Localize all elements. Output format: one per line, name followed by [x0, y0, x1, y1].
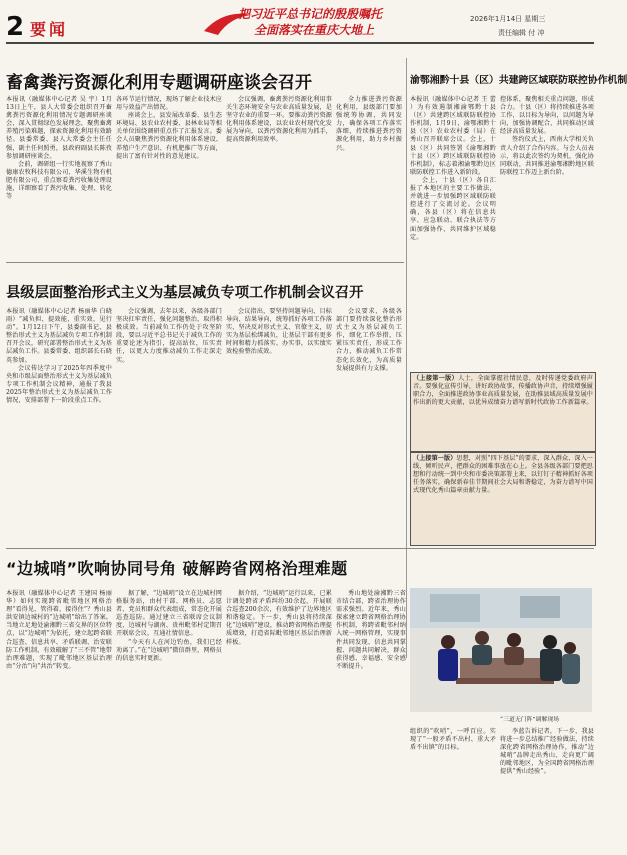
- article4-col5-p1: 组织的“吹哨”，一呼百应。实现了“一般矛盾不出村、重大矛盾不出镇”的目标。: [410, 728, 496, 752]
- mediation-photo-image: [410, 588, 592, 712]
- article1-col3-p1: 会议强调，畜禽粪污资源化利用事关生态环境安全与农业高质量发展，是坚守农业的重要一环。要推动粪污资源化利用体系建设，以农业农村现代化发展为导向，以粪污资源化利用为抓手，提高资源利用效率。: [226, 96, 332, 144]
- slogan-banner: [238, 5, 383, 41]
- article1-col1-p2: 会前，调研组一行实地视察了秀山德康农牧科技有限公司、华溪生物有机肥有限公司，重点察看粪污收集处理设施，详细察看了粪污收集、处理、转化等: [6, 160, 112, 201]
- article4-col1: [6, 590, 112, 848]
- article3-col1-p2: 会议传达学习了2025年四季度中央和市级层面整治形式主义为基层减负专项工作机制会议精神，通报了我县2025年整治形式主义为基层减负工作情况，安排部署下一阶段重点工作。: [6, 364, 112, 405]
- continued-box-1: [410, 372, 596, 452]
- article3-col4-p1: 会议要求，各级各部门要持续深化整治形式主义为基层减负工作，细化工作举措，压紧压实责任，形成工作合力，推动减负工作常态化长效化，为高质量发展提供有力支撑。: [336, 308, 402, 372]
- article1-col2-p2: 座谈会上，县发展改革委、县生态环境局、县农业农村委、县林业局等相关单位围绕调研重点作了汇报发言。委会人员聚焦粪污资源化利用体系建设、养殖户生产意识、有机肥推广等方面，提出了富有针对性的意见建议。: [116, 112, 222, 160]
- issue-date: 2026年1月14日 星期三: [470, 15, 546, 23]
- article4-title: “边城哨”吹响协同号角 破解跨省网格治理难题: [6, 559, 348, 578]
- article1-col4: [336, 96, 402, 256]
- article4-col5b: [500, 728, 594, 848]
- continued-box-1-lead: （上接第一版）: [413, 375, 459, 382]
- article4-col5a: [410, 728, 496, 848]
- mediation-photo: [410, 588, 592, 712]
- article1-col2-p1: 各环节运行情况，现场了解企业技术应用与效益产出情况。: [116, 96, 222, 112]
- photo-caption: “三道无门阵”调解现场: [500, 717, 560, 723]
- article1-title: 畜禽粪污资源化利用专题调研座谈会召开: [6, 73, 312, 93]
- article2-title: 渝鄂湘黔十县（区）共建跨区域联防联控协作机制: [410, 75, 627, 86]
- section-name: 要闻: [30, 20, 69, 39]
- article4-col2-p2: “今天有人在河边钓鱼，我们已经劝离了。”在“边城哨”微信群里，网格员的信息实时更新。: [116, 638, 222, 662]
- article1-rule: [6, 262, 404, 263]
- article3-rule: [6, 548, 594, 549]
- article3-col2: [116, 308, 222, 540]
- page-number: 2: [6, 12, 25, 42]
- article2-col2: [500, 96, 594, 366]
- article3-col4: [336, 308, 402, 540]
- article4-col1-p1: 本报讯（融媒体中心记者 王建国 杨丽华）如何实现跨省毗邻地区网格治理“看得见、管得着、接得住”？秀山县洪安镇边城村的“边城哨”给出了答案。当地立足地处渝湘黔三省交界的区位特点，以“边城哨”为依托，建立起跨省联合巡查、信息共享、矛盾联调、治安联防工作机制，有效破解了“三不管”地带治理难题，实现了毗邻地区基层治理由“分治”向“共治”转变。: [6, 590, 112, 670]
- continued-box-2-text: 思想，对照“四下基层”的要求，深入群众、深入一线，倾听民声，把群众的困难事放在心上。全县各级各部门要把思想和行动统一到中央和市委决策部署上来，以钉钉子精神抓好各项任务落实，确保新春佳节期间社会大局和谐稳定，为奋力谱写中国式现代化秀山篇章贡献力量。: [413, 455, 593, 495]
- article4-col3-p1: 据介绍，“边城哨”运行以来，已累计调处跨省矛盾纠纷30余起，开展联合巡查200余次，有效维护了边界地区和谐稳定。下一步，秀山县将持续深化“边城哨”建设，推动跨省网格治理提质增效，打造省际毗邻地区基层治理新样板。: [226, 590, 332, 646]
- masthead-rule: [6, 42, 594, 44]
- article1-col4-p1: 全力推进粪污资源化利用，县级部门要加强统筹协调，共同发力，确保各项工作落实落细，持续推进粪污资源化利用，助力乡村振兴。: [336, 96, 402, 152]
- column-divider-right: [406, 58, 407, 658]
- continued-box-2-lead: （上接第一版）: [413, 455, 457, 462]
- article3-col1-p1: 本报讯（融媒体中心记者 杨丽华 白晓雨）“减负担、提效能，重实效，见行动”。1月12日下午，县委副书记、县整治形式主义为基层减负专项工作机制召开会议，研究部署整治形式主义为基层减负工作。县委常委、组织部长石晓英参加。: [6, 308, 112, 364]
- article1-col1-p1: 本报讯（融媒体中心记者 吴 宇）1月13日上午，县人大常委会组织召开畜禽粪污资源化利用情况专题调研座谈会，深入贯彻绿色发展理念，聚焦畜禽养殖污染难题，探索资源化利用有效路径。县委常委、县人大常委会主任任强，副主任何照勇，县政府副县长陈孜参加调研座谈会。: [6, 96, 112, 160]
- editor-credit: 责任编辑 付 冲: [498, 29, 545, 37]
- article4-col4: [336, 590, 406, 848]
- article3-col3: [226, 308, 332, 540]
- article2-col2-p2: 签约仪式上，西南大学相关负责人介绍了合作内容。与会人员表示，将以此次签约为契机，强化协同联动，共同推进渝鄂湘黔地区联防联控工作迈上新台阶。: [500, 136, 594, 176]
- slogan-line-1: 把习近平总书记的殷殷嘱托: [238, 7, 383, 21]
- article1-col2: [116, 96, 222, 256]
- article4-col5-p2: 李蓝告诉记者，下一步，我县将进一步总结推广经验做法，持续深化跨省网格治理协作，推动“边城哨”品牌走出秀山、走向更广阔的毗邻地区，为全国跨省网格治理提供“秀山经验”。: [500, 728, 594, 776]
- article2-col1-p1: 本报讯（融媒体中心记者 王 蕾 ）为有效遏制湘渝鄂黔十县（区）共建跨区域联防联控协作机制，1月9日，渝鄂湘黔十县（区）农业农村委（局）在秀山召开联席会议。会上，十县（区）共同签署《渝鄂湘黔十县（区）跨区域联防联控协作机制》，标志着湘渝鄂黔边区联防联控工作进入新阶段。: [410, 96, 496, 176]
- article3-title: 县级层面整治形式主义为基层减负专项工作机制会议召开: [6, 285, 364, 301]
- slogan-line-2: 全面落实在重庆大地上: [254, 23, 375, 37]
- article4-col3: [226, 590, 332, 848]
- article3-col3-p1: 会议指出，要坚持问题导向、目标导向、结果导向，统筹抓好各项工作落实，坚决反对形式主义、官僚主义，切实为基层松绑减负，让基层干部有更多时间和精力抓落实、办实事，以实绩实效检验整治成效。: [226, 308, 332, 356]
- article2-col1-p2: 会上，十县（区）各自汇报了本地区的主要工作做法，并就进一步加强跨区域联防联控进行了交流讨论。会议明确，各县（区）将在信息共享、应急联动、联合执法等方面加强协作，共同维护区域稳定。: [410, 176, 496, 241]
- article4-col2: [116, 590, 222, 848]
- article3-col1: [6, 308, 112, 540]
- article1-col1: [6, 96, 112, 256]
- article2-col2-p1: 控体系，聚焦相关重点问题，形成合力。十县（区）将持续推进各项工作，以目标为导向，以问题为导向，加强协调配合，共同推动区域经济高质量发展。: [500, 96, 594, 136]
- article2-col1: [410, 96, 496, 366]
- article4-col2-p1: 据了解，“边城哨”设立在边城村网格服务站，由村干部、网格员、志愿者、党员和群众代表组成，常态化开展巡查巡防。通过建立三省联席会议制度，边城村与湖南、贵州毗邻村定期召开联席会议，互通社情信息。: [116, 590, 222, 638]
- article4-col4-p1: 秀山地处渝湘黔三省市结合部，跨省治理协作需求强烈。近年来，秀山探索建立跨省网格治理协作机制，将跨省毗邻村纳入统一网格管理，实现事件共同发现、信息共同掌握、问题共同解决，群众获得感、幸福感、安全感不断提升。: [336, 590, 406, 670]
- continued-box-2: [410, 452, 596, 546]
- article3-col2-p1: 会议强调，去年以来，各级各部门坚决扛牢责任，强化问题整治，取得积极成效。当前减负工作仍处于攻坚阶段，要以习近平总书记关于减负工作的重要论述为指引，提高站位，压实责任，以更大力度推动减负工作走深走实。: [116, 308, 222, 364]
- continued-box-1-text: 人士，全面掌握社情民意，及时传递党委政府声音。要强化宣传引导，讲好政协故事，传播政协声音，持续增强履职合力，全面推进政协事业高质量发展，在助推县域高质量发展中作出新的更大贡献，以优异成绩奋力谱写新时代政协工作新篇章。: [413, 375, 593, 407]
- article1-col3: [226, 96, 332, 256]
